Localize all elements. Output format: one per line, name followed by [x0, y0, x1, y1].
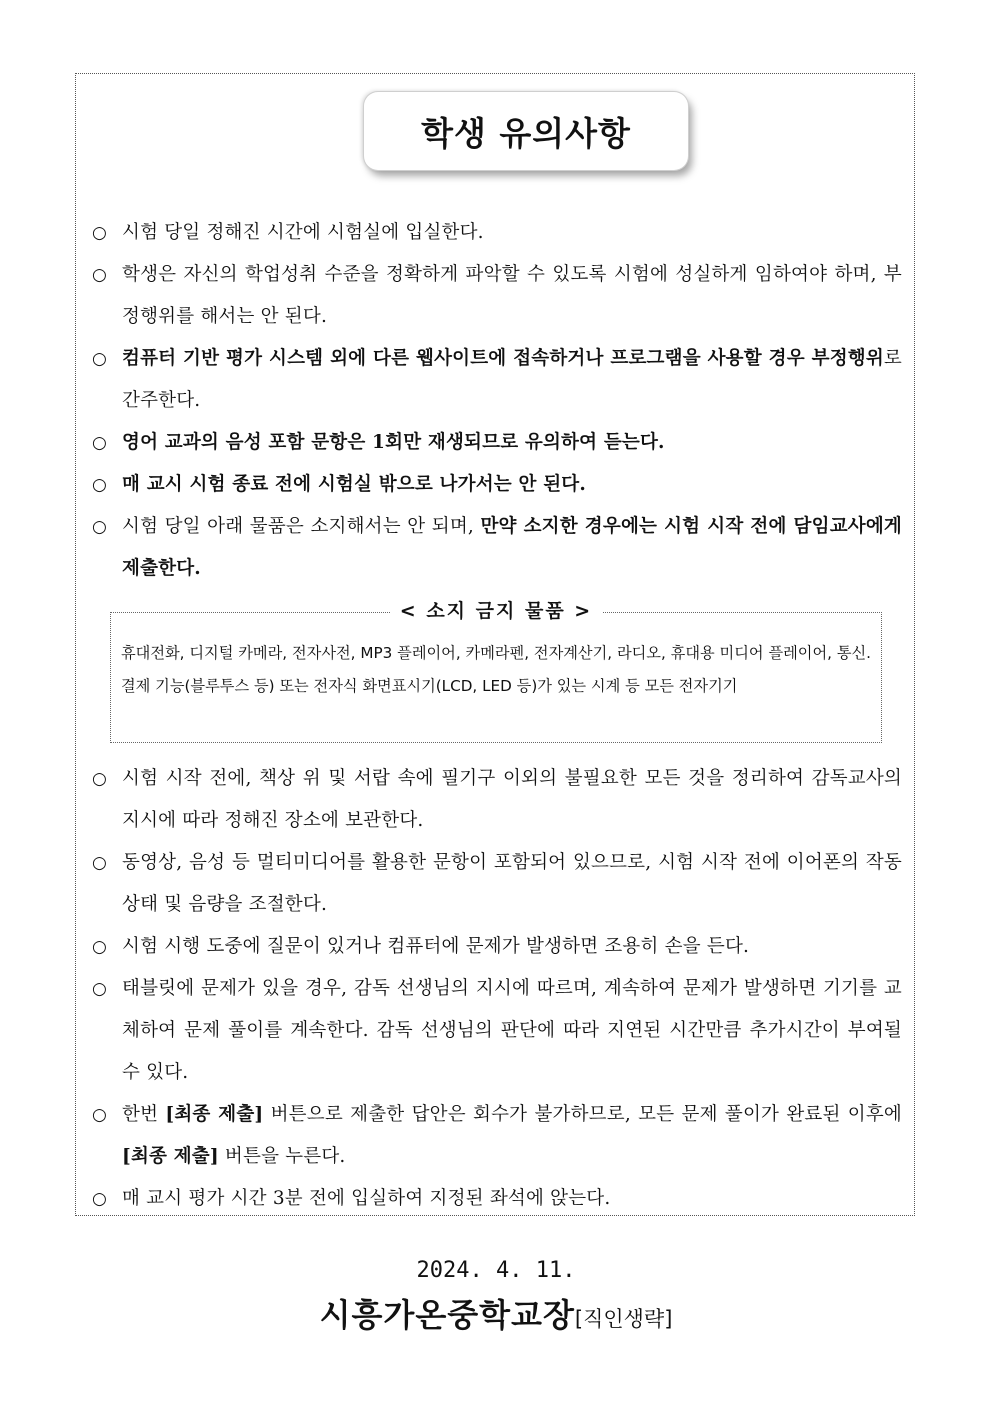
prohibited-items-text: 휴대전화, 디지털 카메라, 전자사전, MP3 플레이어, 카메라펜, 전자계산기, 라디오, 휴대용 미디어 플레이어, 통신.결제 기능(블루투스 등) 또는 전자식 화면표시기(LCD, LED 등)가 있는 시계 등 모든 전자기기 [121, 644, 871, 695]
list-item [92, 338, 902, 422]
list-item [92, 254, 902, 338]
prohibited-items-heading [110, 596, 882, 626]
item-text: 시험 시행 도중에 질문이 있거나 컴퓨터에 문제가 발생하면 조용히 손을 든다. [122, 936, 750, 957]
list-item [92, 968, 902, 1094]
item-text: 버튼으로 제출한 답안은 회수가 불가하므로, 모든 문제 풀이가 완료된 이후에 [263, 1104, 902, 1125]
item-text-bold: 컴퓨터 기반 평가 시스템 외에 다른 웹사이트에 접속하거나 프로그램을 사용할 경우 부정행위 [122, 348, 884, 369]
list-item [92, 464, 902, 506]
signature-line [0, 1290, 992, 1336]
item-text: 버튼을 누른다. [218, 1146, 346, 1167]
bullet-icon: ○ [92, 937, 108, 957]
bullet-icon: ○ [92, 265, 108, 285]
notice-list-bottom [92, 758, 902, 1220]
page-title: 학생 유의사항 [364, 92, 688, 170]
item-text: 동영상, 음성 등 멀티미디어를 활용한 문항이 포함되어 있으므로, 시험 시작 전에 이어폰의 작동 상태 및 음량을 조절한다. [122, 852, 902, 915]
bullet-icon: ○ [92, 853, 108, 873]
item-text: 시험 당일 정해진 시간에 시험실에 입실한다. [122, 222, 484, 243]
item-text: 로 간주한다. [122, 348, 902, 411]
item-text: 시험 시작 전에, 책상 위 및 서랍 속에 필기구 이외의 불필요한 모든 것을 정리하여 감독교사의 지시에 따라 정해진 장소에 보관한다. [122, 768, 902, 831]
item-text-bold: [최종 제출] [122, 1146, 219, 1167]
item-text: 영어 교과의 음성 포함 문항은 1회만 재생되므로 유의하여 듣는다. [122, 432, 665, 453]
item-text: 한번 [122, 1104, 166, 1125]
bullet-icon: ○ [92, 517, 108, 537]
item-text-bold: 만약 소지한 경우에는 시험 시작 전에 담임교사에게 제출한다. [122, 516, 902, 579]
list-item [92, 212, 902, 254]
bullet-icon: ○ [92, 433, 108, 453]
issue-date: 2024. 4. 11. [416, 1258, 576, 1283]
list-item [92, 1094, 902, 1178]
notice-list-top [92, 212, 902, 590]
list-item [92, 1178, 902, 1220]
list-item [92, 926, 902, 968]
bullet-icon: ○ [92, 223, 108, 243]
prohibited-items-box [110, 612, 882, 743]
prohibited-heading-text: < 소지 금지 물품 > [390, 600, 602, 622]
list-item [92, 506, 902, 590]
bullet-icon: ○ [92, 475, 108, 495]
bullet-icon: ○ [92, 349, 108, 369]
bullet-icon: ○ [92, 1189, 108, 1209]
list-item [92, 758, 902, 842]
item-text-bold: [최종 제출] [165, 1104, 264, 1125]
list-item [92, 422, 902, 464]
item-text: 태블릿에 문제가 있을 경우, 감독 선생님의 지시에 따르며, 계속하여 문제가 발생하면 기기를 교체하여 문제 풀이를 계속한다. 감독 선생님의 판단에 따라 지연된 시간만큼 추가시간이 부여될 수 있다. [122, 978, 902, 1083]
list-item [92, 842, 902, 926]
bullet-icon: ○ [92, 769, 108, 789]
item-text: 학생은 자신의 학업성취 수준을 정확하게 파악할 수 있도록 시험에 성실하게 임하여야 하며, 부정행위를 해서는 안 된다. [122, 264, 902, 327]
bullet-icon: ○ [92, 1105, 108, 1125]
seal-note: [직인생략] [574, 1307, 673, 1331]
bullet-icon: ○ [92, 979, 108, 999]
item-text: 매 교시 시험 종료 전에 시험실 밖으로 나가서는 안 된다. [122, 474, 586, 495]
school-principal: 시흥가온중학교장 [319, 1296, 575, 1334]
item-text: 매 교시 평가 시간 3분 전에 입실하여 지정된 좌석에 앉는다. [122, 1188, 611, 1209]
item-text: 시험 당일 아래 물품은 소지해서는 안 되며, [122, 516, 481, 537]
